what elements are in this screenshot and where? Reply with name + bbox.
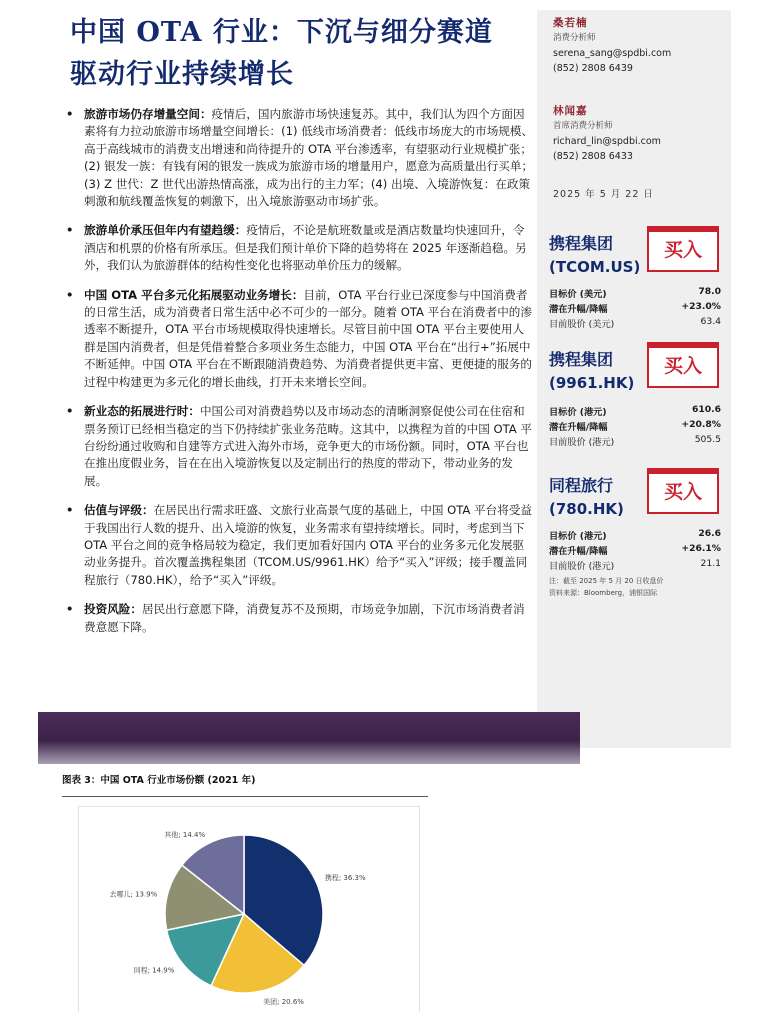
decorative-banner [38,712,580,764]
rating-badge: 买入 [647,468,719,514]
stock-card-9961-hk [547,348,725,464]
report-title [70,12,530,96]
bullet-heading: 旅游单价承压但年内有望趋缓： [84,223,247,238]
pie-label-去哪儿: 去哪儿; 13.9% [109,890,158,899]
bullet-text: 疫情后，不论是航班数量或是酒店数量均快速回升，令酒店和机票的价格有所承压。但是我们预计单价下降的趋势将在 2025 年逐渐趋稳。另外，我们认为旅游群体的结构性变化也将驱动单价压力的缓解。 [84,223,527,273]
rating-badge: 买入 [647,342,719,388]
bullet-dot-icon: • [66,287,74,302]
stock-name: 携程集团 [549,350,614,369]
chart-title: 图表 3：中国 OTA 行业市场份额 (2021 年) [62,775,256,786]
current-price-value: 21.1 [700,558,721,569]
bullet-heading: 旅游市场仍存增量空间： [84,107,212,121]
target-price-label: 目标价 (美元) [549,289,607,300]
stock-name: 同程旅行 [549,476,614,495]
current-price-label: 目前股价 (美元) [549,319,615,330]
bullet-text: 在居民出行需求旺盛、文旅行业高景气度的基础上，中国 OTA 平台将受益于我国出行人数的提升、出入境游的恢复，业务需求有望持续增长。同时，考虑到当下 OTA 平台之间的竞争格局较为稳定，我们更加看好国内 OTA 平台的业务多元化发展驱动业务提升。首次覆盖携程集团（TCOM.US/9961.HK）给予“买入”评级；接手覆盖同程旅行（780.HK），给予“买入”评级。 [84,503,533,587]
stock-card-780-hk [547,474,725,590]
target-price-row [549,404,721,418]
current-price-label: 目前股价 (港元) [549,437,615,448]
bullet-dot-icon: • [66,503,74,518]
current-price-value: 505.5 [694,434,721,445]
target-price-label: 目标价 (港元) [549,531,607,542]
title-line-1: 中国 OTA 行业：下沉与细分赛道 [70,17,493,48]
stock-card-tcom-us [547,232,725,348]
bullet-heading: 估值与评级： [84,503,154,518]
pie-label-同程: 同程; 14.9% [133,966,175,975]
pie-label-携程: 携程; 36.3% [324,873,366,882]
analyst-email[interactable]: serena_sang@spdbi.com [553,48,672,59]
analyst-phone: (852) 2808 6433 [553,151,633,162]
pie-label-其他: 其他; 14.4% [164,830,206,839]
analyst-name: 桑若楠 [553,17,588,29]
updown-label: 潜在升幅/降幅 [549,546,608,557]
target-price-label: 目标价 (港元) [549,407,607,418]
current-price-row [549,316,721,330]
bullet-item [64,287,534,391]
pie-chart [79,807,419,1012]
sidebar [537,10,731,748]
bullet-item [64,601,534,636]
bullet-dot-icon: • [66,404,74,419]
current-price-row [549,558,721,572]
bullet-text: 中国公司对消费趋势以及市场动态的清晰洞察促使公司在住宿和票务预订已经相当稳定的当下仍持续扩张业务范畴。这其中，以携程为首的中国 OTA 平台纷纷通过收购和自建等方式进入海外市场，竞争更大的市场份额。同时，OTA 平台也在推出度假业务，旨在在出入境游恢复以及定制出行的热度的带动下，带动业务的发展。 [84,404,532,488]
current-price-value: 63.4 [700,316,721,327]
bullet-text: 居民出行意愿下降，消费复苏不及预期，市场竞争加剧，下沉市场消费者消费意愿下降。 [84,602,525,634]
analyst-role: 消费分析师 [553,33,596,43]
pie-label-美团: 美团; 20.6% [263,997,304,1006]
analyst-name: 林闻嘉 [553,105,588,117]
updown-row [549,543,721,557]
target-price-row [549,528,721,542]
analyst-card [553,104,661,164]
bullet-dot-icon: • [66,602,74,617]
key-points [64,106,534,648]
bullet-item [64,222,534,274]
bullet-heading: 中国 OTA 平台多元化拓展驱动业务增长： [84,287,304,302]
updown-value: +26.1% [681,543,721,554]
bullet-dot-icon: • [66,107,74,121]
bullet-dot-icon: • [66,223,74,238]
stock-name: 携程集团 [549,234,614,253]
stock-code: (780.HK) [549,500,624,518]
report-date: 2025 年 5 月 22 日 [553,189,654,200]
chart-frame [78,806,420,1012]
target-price-row [549,286,721,300]
updown-row [549,301,721,315]
updown-label: 潜在升幅/降幅 [549,304,608,315]
target-price-value: 26.6 [698,528,721,539]
data-source: 资料来源：Bloomberg，浦银国际 [549,589,658,597]
price-footnote: 注：截至 2025 年 5 月 20 日收盘价 [549,577,664,585]
stock-code: (9961.HK) [549,374,635,392]
analyst-role: 首席消费分析师 [553,121,613,131]
updown-value: +20.8% [681,419,721,430]
bullet-item [64,106,534,210]
rating-badge: 买入 [647,226,719,272]
bullet-text: 目前，OTA 平台行业已深度参与中国消费者的日常生活，成为消费者日常生活中必不可少的一部分。随着 OTA 平台在消费者中的渗透率不断提升，OTA 平台市场规模取得快速增长。尽管目前中国 OTA 平台主要使用人群是国内消费者，但是凭借着整合多项业务生态能力，中国 OTA 平台在“出行+”拓展中不断延伸。中国 OTA 平台在不断跟随消费趋势、为消费者提供更丰富、更便捷的服务的过程中构建更为多元化的增长曲线，打开未来增长空间。 [84,287,532,389]
updown-row [549,419,721,433]
target-price-value: 610.6 [691,404,721,415]
updown-label: 潜在升幅/降幅 [549,422,608,433]
title-line-2: 驱动行业持续增长 [70,59,294,90]
bullet-text: 疫情后，国内旅游市场快速复苏。其中，我们认为四个方面因素将有力拉动旅游市场增量空间增长：(1) 低线市场消费者：低线市场庞大的市场规模、高于高线城市的消费支出增速和尚待提升的 OTA 平台渗透率，有望驱动行业规模扩张；(2) 银发一族：有钱有闲的银发一族成为旅游市场的增量用户，愿意为高质量出行买单；(3) Z 世代：Z 世代出游热情高涨，成为出行的主力军；(4) 出境、入境游恢复：在政策刺激和航线覆盖恢复的刺激下，出入境旅游驱动市场扩张。 [84,107,534,209]
analyst-email[interactable]: richard_lin@spdbi.com [553,136,661,147]
analyst-phone: (852) 2808 6439 [553,63,633,74]
analyst-card [553,16,671,76]
bullet-heading: 新业态的拓展进行时： [84,404,200,419]
stock-code: (TCOM.US) [549,258,641,276]
bullet-item [64,403,534,490]
current-price-row [549,434,721,448]
target-price-value: 78.0 [698,286,721,297]
bullet-heading: 投资风险： [84,602,142,617]
bullet-item [64,502,534,589]
current-price-label: 目前股价 (港元) [549,561,615,572]
updown-value: +23.0% [681,301,721,312]
chart-divider [62,796,428,797]
